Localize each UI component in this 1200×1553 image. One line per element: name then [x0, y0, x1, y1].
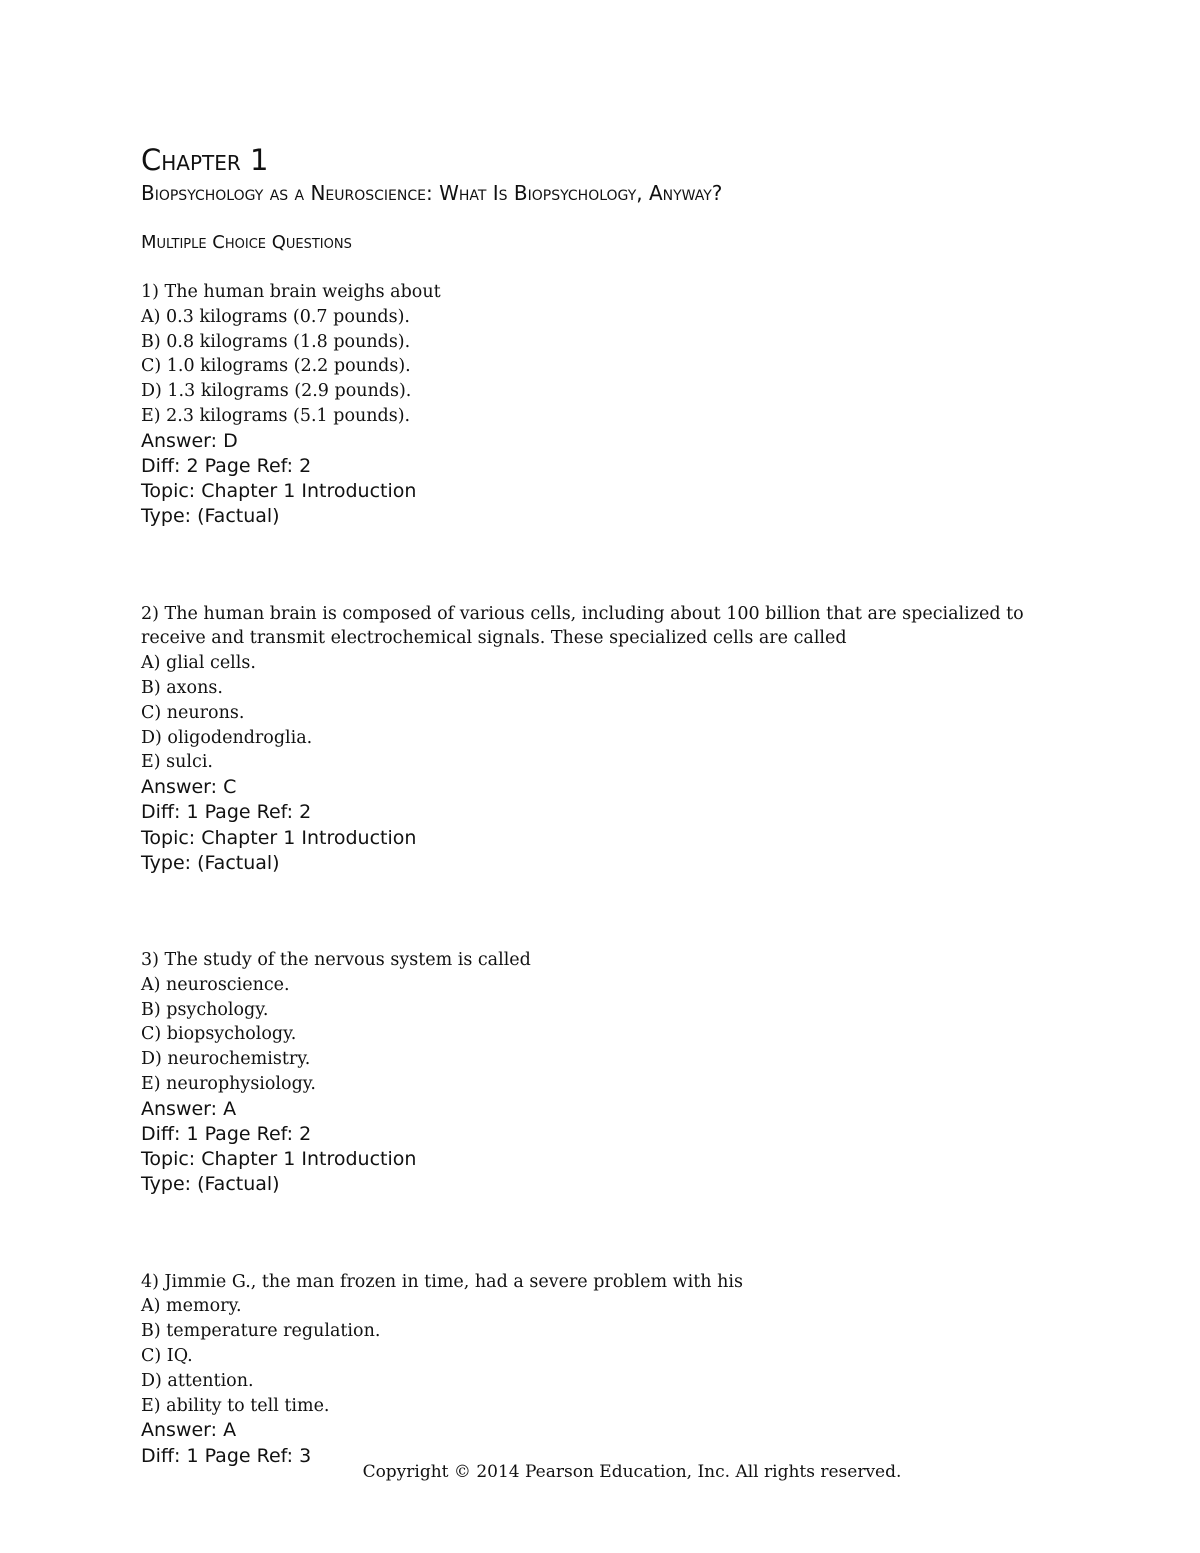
copyright-footer: Copyright © 2014 Pearson Education, Inc. All rights reserved.: [362, 1462, 902, 1482]
chapter-title: Chapter 1: [141, 143, 269, 177]
option-c: C) 1.0 kilograms (2.2 pounds).: [141, 356, 411, 377]
option-b: B) 0.8 kilograms (1.8 pounds).: [141, 331, 411, 352]
type-line: Type: (Factual): [141, 505, 280, 528]
answer-line: Answer: A: [141, 1097, 237, 1120]
chapter-subtitle: Biopsychology as a Neuroscience: What Is Biopsychology, Anyway?: [141, 181, 723, 205]
question-stem: 4) Jimmie G., the man frozen in time, had a severe problem with his: [141, 1271, 743, 1292]
difficulty-line: Diff: 1 Page Ref: 2: [141, 1122, 312, 1145]
option-e: E) sulci.: [141, 752, 213, 773]
question-stem: 3) The study of the nervous system is called: [141, 949, 531, 970]
topic-line: Topic: Chapter 1 Introduction: [141, 1148, 417, 1171]
question-stem: 2) The human brain is composed of various cells, including about 100 billion that are specialized to receive and transmit electrochemical signals. These specialized cells are called: [141, 603, 1024, 649]
question-1: [141, 280, 1061, 530]
option-e: E) neurophysiology.: [141, 1073, 316, 1094]
option-b: B) temperature regulation.: [141, 1321, 381, 1342]
question-list: [141, 280, 1061, 1469]
option-e: E) 2.3 kilograms (5.1 pounds).: [141, 405, 411, 426]
topic-line: Topic: Chapter 1 Introduction: [141, 826, 417, 849]
option-d: D) neurochemistry.: [141, 1049, 311, 1070]
option-a: A) 0.3 kilograms (0.7 pounds).: [141, 306, 410, 327]
answer-line: Answer: C: [141, 776, 237, 799]
option-b: B) psychology.: [141, 999, 269, 1020]
option-c: C) biopsychology.: [141, 1024, 297, 1045]
option-a: A) neuroscience.: [141, 974, 290, 995]
type-line: Type: (Factual): [141, 851, 280, 874]
answer-line: Answer: A: [141, 1419, 237, 1442]
option-a: A) memory.: [141, 1296, 242, 1317]
option-c: C) IQ.: [141, 1345, 193, 1366]
difficulty-line: Diff: 2 Page Ref: 2: [141, 454, 312, 477]
difficulty-line: Diff: 1 Page Ref: 2: [141, 801, 312, 824]
option-a: A) glial cells.: [141, 653, 256, 674]
option-e: E) ability to tell time.: [141, 1395, 330, 1416]
option-c: C) neurons.: [141, 702, 245, 723]
option-d: D) oligodendroglia.: [141, 727, 313, 748]
document-page: [141, 140, 1061, 1469]
option-d: D) 1.3 kilograms (2.9 pounds).: [141, 381, 412, 402]
question-2: [141, 602, 1061, 876]
difficulty-line: Diff: 1 Page Ref: 3: [141, 1444, 312, 1467]
question-3: [141, 948, 1061, 1198]
section-heading: Multiple Choice Questions: [141, 232, 352, 253]
option-d: D) attention.: [141, 1370, 254, 1391]
question-stem: 1) The human brain weighs about: [141, 282, 441, 302]
answer-line: Answer: D: [141, 429, 238, 452]
question-4: [141, 1270, 1061, 1469]
option-b: B) axons.: [141, 677, 223, 698]
type-line: Type: (Factual): [141, 1173, 280, 1196]
topic-line: Topic: Chapter 1 Introduction: [141, 480, 417, 503]
